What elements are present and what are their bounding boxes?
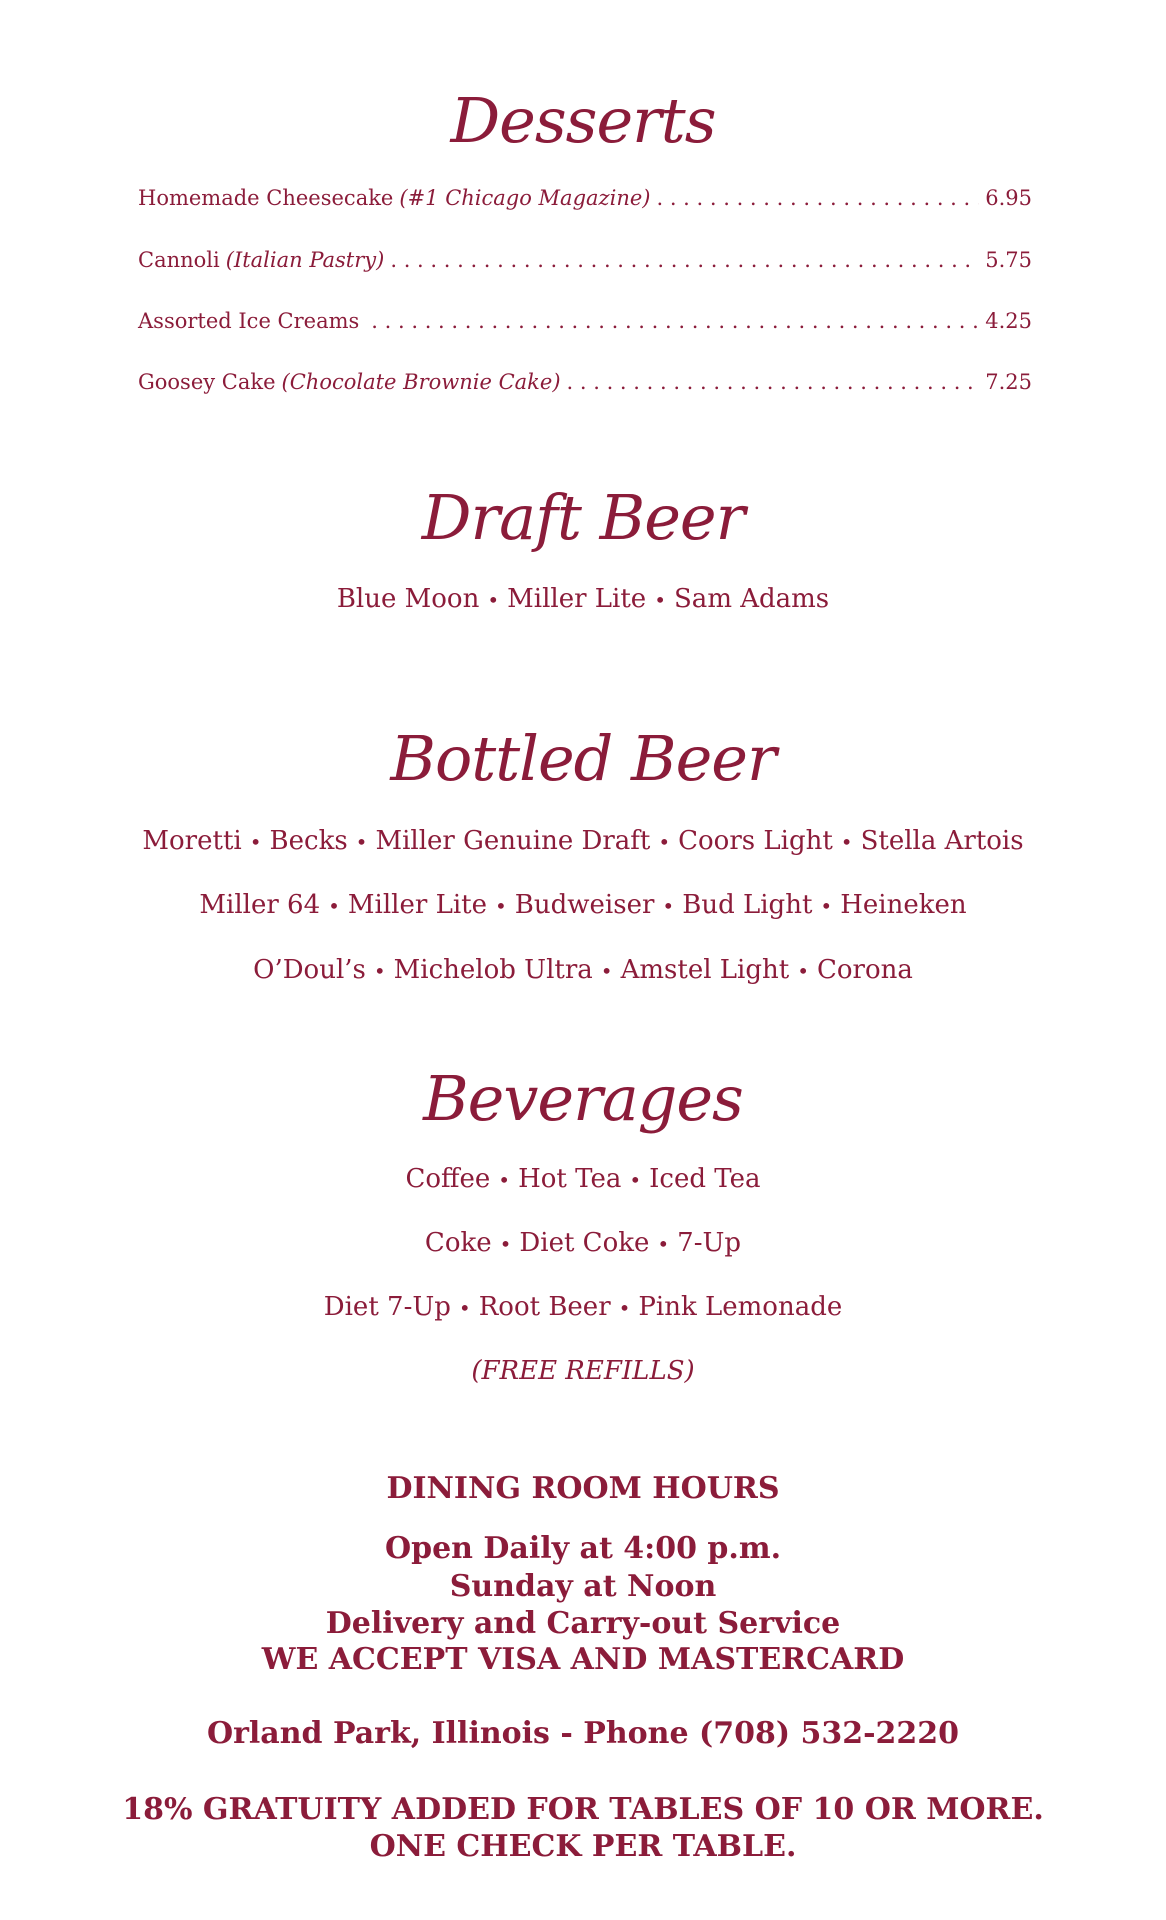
- drink-name: Diet 7-Up: [323, 1292, 451, 1322]
- bullet-separator: •: [654, 588, 666, 612]
- bottled-beer-title: Bottled Beer: [390, 722, 776, 795]
- dessert-note: (Italian Pastry): [225, 248, 385, 272]
- bullet-separator: •: [662, 894, 675, 918]
- dot-leader: [656, 188, 979, 209]
- dessert-note: (Chocolate Brownie Cake): [281, 370, 561, 394]
- bullet-separator: •: [373, 959, 386, 983]
- bullet-separator: •: [820, 894, 833, 918]
- beverages-line: [0, 1166, 1166, 1192]
- bottled-beer-line: [0, 892, 1166, 918]
- drink-name: Miller Lite: [347, 890, 487, 920]
- drink-name: Coffee: [405, 1164, 491, 1194]
- drink-name: Michelob Ultra: [393, 955, 593, 985]
- dessert-item: [138, 311, 1032, 332]
- drink-name: Miller Genuine Draft: [375, 826, 651, 856]
- hours-heading: DINING ROOM HOURS: [386, 1471, 780, 1506]
- bullet-separator: •: [657, 1232, 670, 1256]
- drink-name: Diet Coke: [519, 1228, 650, 1258]
- drink-name: Miller 64: [199, 890, 321, 920]
- drink-name: Sam Adams: [674, 584, 830, 614]
- drink-name: Coors Light: [678, 826, 833, 856]
- bullet-separator: •: [249, 830, 262, 854]
- beverages-title: Beverages: [423, 1062, 743, 1135]
- drink-name: Iced Tea: [649, 1164, 761, 1194]
- bullet-separator: •: [658, 830, 671, 854]
- dessert-price: 5.75: [985, 248, 1032, 272]
- drink-name: Miller Lite: [507, 584, 647, 614]
- dessert-item: [138, 188, 1032, 209]
- draft-beer-line: [0, 586, 1166, 612]
- bullet-separator: •: [797, 959, 809, 983]
- drink-name: O’Doul’s: [253, 955, 366, 985]
- drink-name: Budweiser: [514, 890, 655, 920]
- bullet-separator: •: [618, 1296, 631, 1320]
- bullet-separator: •: [600, 959, 613, 983]
- dessert-price: 7.25: [985, 370, 1032, 394]
- free-refills-note: (FREE REFILLS): [471, 1356, 695, 1386]
- bullet-separator: •: [495, 894, 507, 918]
- gratuity-text: 18% GRATUITY ADDED FOR TABLES OF 10 OR MORE.: [122, 1792, 1044, 1827]
- beverages-line: [0, 1294, 1166, 1320]
- bullet-separator: •: [328, 894, 340, 918]
- one-check-text: ONE CHECK PER TABLE.: [369, 1829, 797, 1864]
- drink-name: Hot Tea: [518, 1164, 622, 1194]
- bottled-beer-line: [0, 957, 1166, 983]
- draft-beer-title: Draft Beer: [421, 481, 745, 554]
- dessert-price: 6.95: [985, 186, 1032, 210]
- dessert-name: Goosey Cake: [138, 370, 276, 394]
- dot-leader: [371, 311, 979, 332]
- dessert-price: 4.25: [985, 309, 1032, 333]
- bullet-separator: •: [499, 1232, 512, 1256]
- bullet-separator: •: [355, 830, 368, 854]
- dot-leader: [390, 250, 979, 271]
- drink-name: Heineken: [840, 890, 967, 920]
- drink-name: Stella Artois: [860, 826, 1024, 856]
- drink-name: Blue Moon: [336, 584, 480, 614]
- bullet-separator: •: [840, 830, 853, 854]
- cards-accepted-text: WE ACCEPT VISA AND MASTERCARD: [261, 1642, 905, 1677]
- drink-name: Coke: [424, 1228, 492, 1258]
- desserts-title: Desserts: [450, 84, 716, 157]
- bullet-separator: •: [458, 1296, 471, 1320]
- dessert-name: Cannoli: [138, 248, 220, 272]
- dessert-item: [138, 250, 1032, 271]
- drink-name: Moretti: [142, 826, 242, 856]
- dessert-name: Homemade Cheesecake: [138, 186, 394, 210]
- beverages-line: [0, 1230, 1166, 1256]
- drink-name: Root Beer: [478, 1292, 611, 1322]
- dessert-item: [138, 372, 1032, 393]
- drink-name: Pink Lemonade: [638, 1292, 843, 1322]
- open-daily-text: Open Daily at 4:00 p.m.: [384, 1531, 782, 1566]
- drink-name: Bud Light: [682, 890, 813, 920]
- bullet-separator: •: [498, 1168, 511, 1192]
- dessert-name: Assorted Ice Creams: [138, 309, 360, 333]
- location-phone-text: Orland Park, Illinois - Phone (708) 532-2220: [206, 1716, 960, 1751]
- bullet-separator: •: [487, 588, 500, 612]
- dot-leader: [567, 372, 980, 393]
- delivery-text: Delivery and Carry-out Service: [325, 1606, 841, 1641]
- drink-name: Corona: [817, 955, 913, 985]
- bottled-beer-line: [0, 828, 1166, 854]
- drink-name: 7-Up: [677, 1228, 742, 1258]
- bullet-separator: •: [629, 1168, 642, 1192]
- drink-name: Amstel Light: [620, 955, 790, 985]
- dessert-note: (#1 Chicago Magazine): [399, 186, 651, 210]
- drink-name: Becks: [269, 826, 348, 856]
- sunday-hours-text: Sunday at Noon: [449, 1569, 717, 1604]
